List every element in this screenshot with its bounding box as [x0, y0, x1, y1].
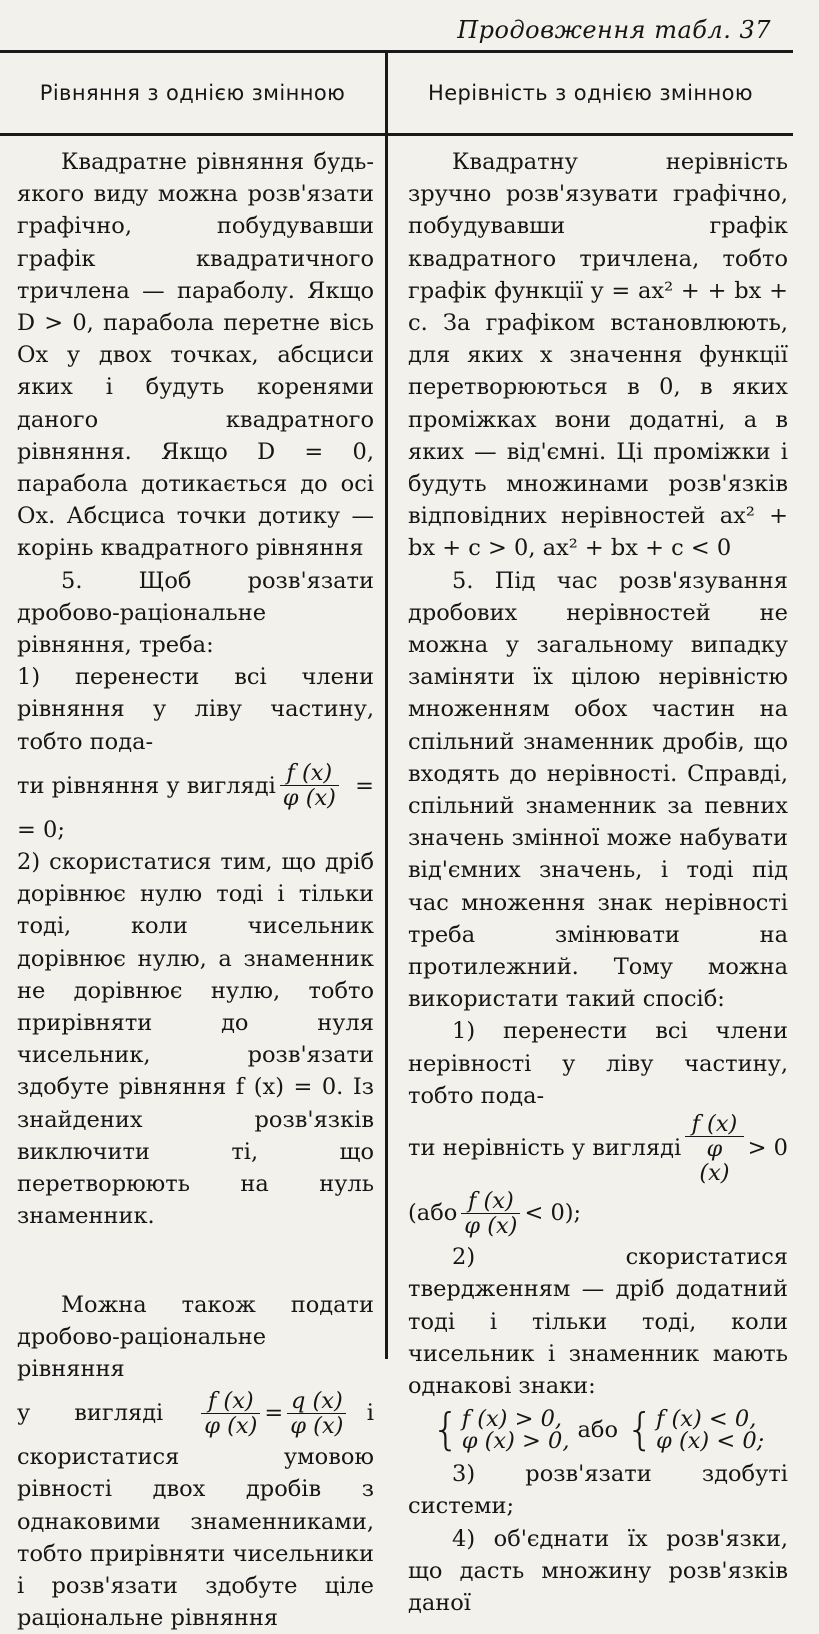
continuation-label: Продовження табл. 37 — [457, 16, 771, 44]
right-step-1-text: ти нерівність у вигляді — [408, 1135, 682, 1162]
left-paragraph-rational-intro: 5. Щоб розв'язати дробово-раціональне рівняння, треба: — [17, 567, 374, 659]
fraction-denominator: φ (x) — [699, 1136, 730, 1187]
brace-icon: { — [626, 1404, 655, 1456]
fraction-f-over-phi-r — [685, 1112, 743, 1185]
sign-systems — [408, 1404, 788, 1456]
right-or-formula — [408, 1185, 788, 1241]
system-positive: f (x) > 0, φ (x) > 0, — [461, 1406, 570, 1455]
left-step-2: 2) скористатися тим, що дріб дорівнює нулю тоді і тільки тоді, коли чисельник дорівнює нулю, а знаменник не дорівнює нулю, тобто прирівняти до нуля чисельник, розв'язати здобуте рівняння f (x) = 0. Із знайдених розв'язків виключити ті, що перетворюють на нуль знаменник. — [17, 849, 374, 1230]
top-rule — [0, 50, 793, 53]
left-paragraph-alt: Можна також подати дробово-раціональне рівняння — [17, 1291, 374, 1382]
alt-prefix-u: у — [17, 1400, 31, 1426]
left-column-title: Рівняння з однією змінною — [39, 81, 346, 105]
right-column-title: Нерівність з однією змінною — [428, 81, 753, 105]
fraction-f-over-phi — [280, 761, 339, 810]
fraction-numerator: f (x) — [280, 761, 339, 786]
left-step-1: 1) перенести всі члени рівняння у ліву частину, тобто пода- — [17, 664, 374, 755]
right-column — [408, 146, 788, 1619]
less-than-zero: < 0); — [524, 1199, 582, 1226]
fraction-q-over-phi — [287, 1389, 346, 1438]
left-paragraph-alt-end: скористатися умовою рівності двох дробів з однаковими знаменниками, тобто прирівняти чисельники і розв'язати здобуте ціле раціональне рівняння — [17, 1444, 374, 1632]
right-step-4: 4) об'єднати їх розв'язки, що дасть множину розв'язків даної — [408, 1525, 788, 1616]
left-step-1-end: = 0; — [17, 816, 65, 843]
header-rule — [0, 133, 793, 136]
right-step-1-formula — [408, 1112, 788, 1185]
left-column — [17, 146, 374, 1634]
fraction-numerator: q (x) — [287, 1389, 346, 1414]
fraction-denominator: φ (x) — [290, 1412, 344, 1439]
left-step-1-formula — [17, 758, 374, 814]
column-divider — [385, 50, 388, 1359]
fraction-numerator: f (x) — [201, 1389, 260, 1414]
equals-sign: = — [264, 1400, 284, 1426]
fraction-denominator: φ (x) — [464, 1212, 518, 1239]
right-paragraph-rational-intro: 5. Під час розв'язування дробових нерівностей не можна у загальному випадку заміняти їх цілою нерівністю множенням обох частин на спільний знаменник дробів, що входять до нерівності. Справді, спільний знаменник за певних значень змінної може набувати від'ємних значень, і тоді під час множення знак нерівності треба змінювати на протилежний. Тому можна використати такий спосіб: — [408, 567, 788, 1013]
left-paragraph-graphical: Квадратне рівняння будь-якого виду можна розв'язати графічно, побудувавши графік квадратичного тричлена — параболу. Якщо D > 0, парабола перетне вісь Ox у двох точках, абсциси яких і будуть коренями даного квадратного рівняння. Якщо D = 0, парабола дотикається до осі Ox. Абсциса точки дотику — корінь квадратного рівняння — [17, 149, 374, 562]
system-negative: f (x) < 0, φ (x) < 0; — [656, 1406, 765, 1455]
fraction-numerator: f (x) — [685, 1112, 743, 1137]
fraction-f-over-phi-r2 — [461, 1189, 520, 1238]
right-step-1: 1) перенести всі члени нерівності у ліву частину, тобто пода- — [408, 1018, 788, 1109]
fraction-denominator: φ (x) — [204, 1412, 258, 1439]
left-alt-formula — [17, 1385, 374, 1441]
or-open: (або — [408, 1199, 458, 1226]
equals-sign: = — [355, 772, 374, 799]
right-step-2: 2) скористатися твердженням — дріб додатний тоді і тільки тоді, коли чисельник і знаменник мають однакові знаки: — [408, 1244, 788, 1399]
fraction-denominator: φ (x) — [282, 785, 336, 812]
alt-prefix-word: вигляді — [74, 1400, 164, 1426]
greater-than-zero: > 0 — [747, 1135, 788, 1162]
conjunction-i: і — [366, 1400, 374, 1426]
right-paragraph-graphical: Квадратну нерівність зручно розв'язувати графічно, побудувавши графік квадратного тричлена, тобто графік функції y = ax² + + bx + c. За графіком встановлюють, для яких x значення функції перетворюються в 0, в яких проміжках вони додатні, а в яких — від'ємні. Ці проміжки і будуть множинами розв'язків відповідних нерівностей ax² + bx + c > 0, ax² + bx + c < 0 — [408, 149, 788, 562]
right-step-3: 3) розв'язати здобуті системи; — [408, 1461, 788, 1520]
fraction-f-over-phi-2 — [201, 1389, 260, 1438]
left-step-1-text: ти рівняння у вигляді — [17, 772, 276, 799]
system-or: або — [577, 1417, 619, 1444]
fraction-numerator: f (x) — [461, 1189, 520, 1214]
brace-icon: { — [431, 1404, 460, 1456]
